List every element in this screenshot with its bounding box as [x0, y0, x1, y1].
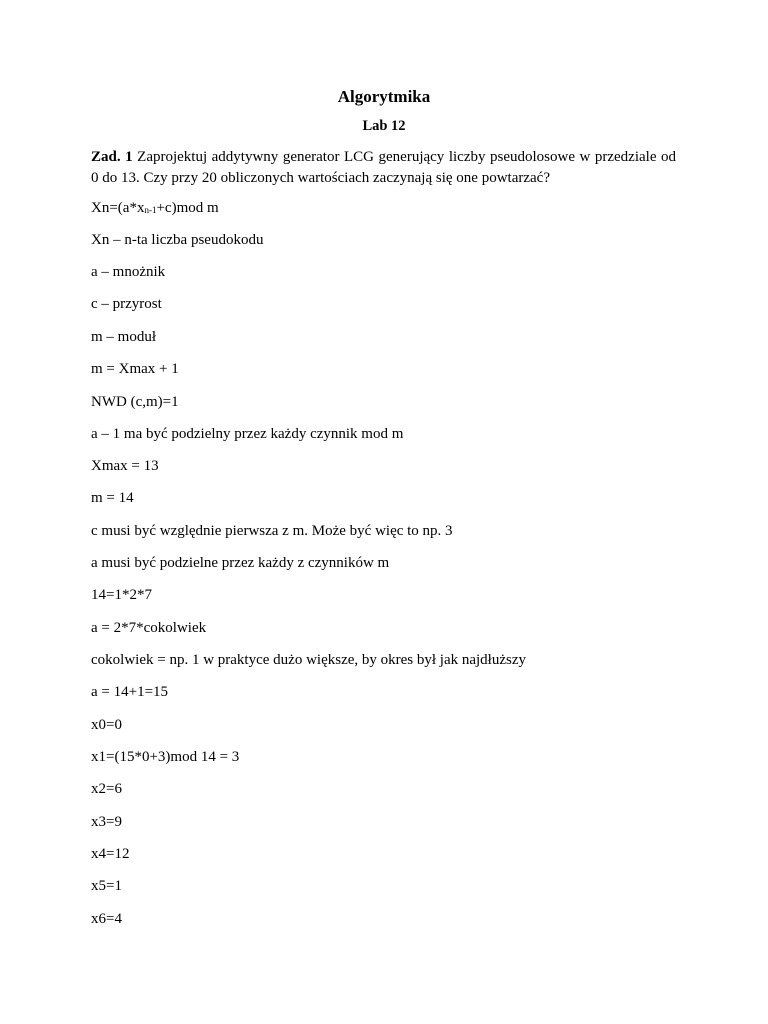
text-line: x6=4: [91, 911, 122, 927]
document-title: Algorytmika: [337, 87, 431, 106]
text-line: x1=(15*0+3)mod 14 = 3: [91, 749, 240, 765]
formula-prefix: Xn=(a*x: [91, 200, 145, 216]
text-line: Xn – n-ta liczba pseudokodu: [91, 232, 264, 248]
task-label: Zad. 1: [91, 149, 133, 165]
text-line: 14=1*2*7: [91, 587, 152, 603]
text-line: a = 14+1=15: [91, 684, 169, 700]
formula-suffix: +c)mod m: [156, 200, 219, 216]
text-line: x3=9: [91, 814, 122, 830]
text-line: c musi być względnie pierwsza z m. Może być więc to np. 3: [91, 523, 453, 539]
text-line: m = 14: [91, 490, 134, 506]
text-line: x2=6: [91, 781, 122, 797]
text-line: a musi być podzielne przez każdy z czynników m: [91, 555, 390, 571]
task-paragraph: [91, 147, 676, 189]
text-line: m – moduł: [91, 329, 157, 345]
text-line: a – 1 ma być podzielny przez każdy czynnik mod m: [91, 426, 404, 442]
text-line: cokolwiek = np. 1 w praktyce dużo większe, by okres był jak najdłuższy: [91, 652, 527, 668]
text-line: c – przyrost: [91, 296, 162, 312]
text-line: a = 2*7*cokolwiek: [91, 620, 207, 636]
task-text: Zaprojektuj addytywny generator LCG generujący liczby pseudolosowe w przedziale od 0 do 13. Czy przy 20 obliczonych wartościach zaczynają się one powtarzać?: [91, 149, 676, 186]
text-line: Xmax = 13: [91, 458, 159, 474]
document-subtitle: Lab 12: [362, 118, 406, 134]
text-line: a – mnożnik: [91, 264, 166, 280]
text-line: x5=1: [91, 878, 122, 894]
formula-subscript: n-1: [144, 205, 157, 215]
text-line: x0=0: [91, 717, 122, 733]
text-line: NWD (c,m)=1: [91, 394, 179, 410]
text-line: x4=12: [91, 846, 130, 862]
formula-line: [91, 198, 219, 219]
text-line: m = Xmax + 1: [91, 361, 179, 377]
